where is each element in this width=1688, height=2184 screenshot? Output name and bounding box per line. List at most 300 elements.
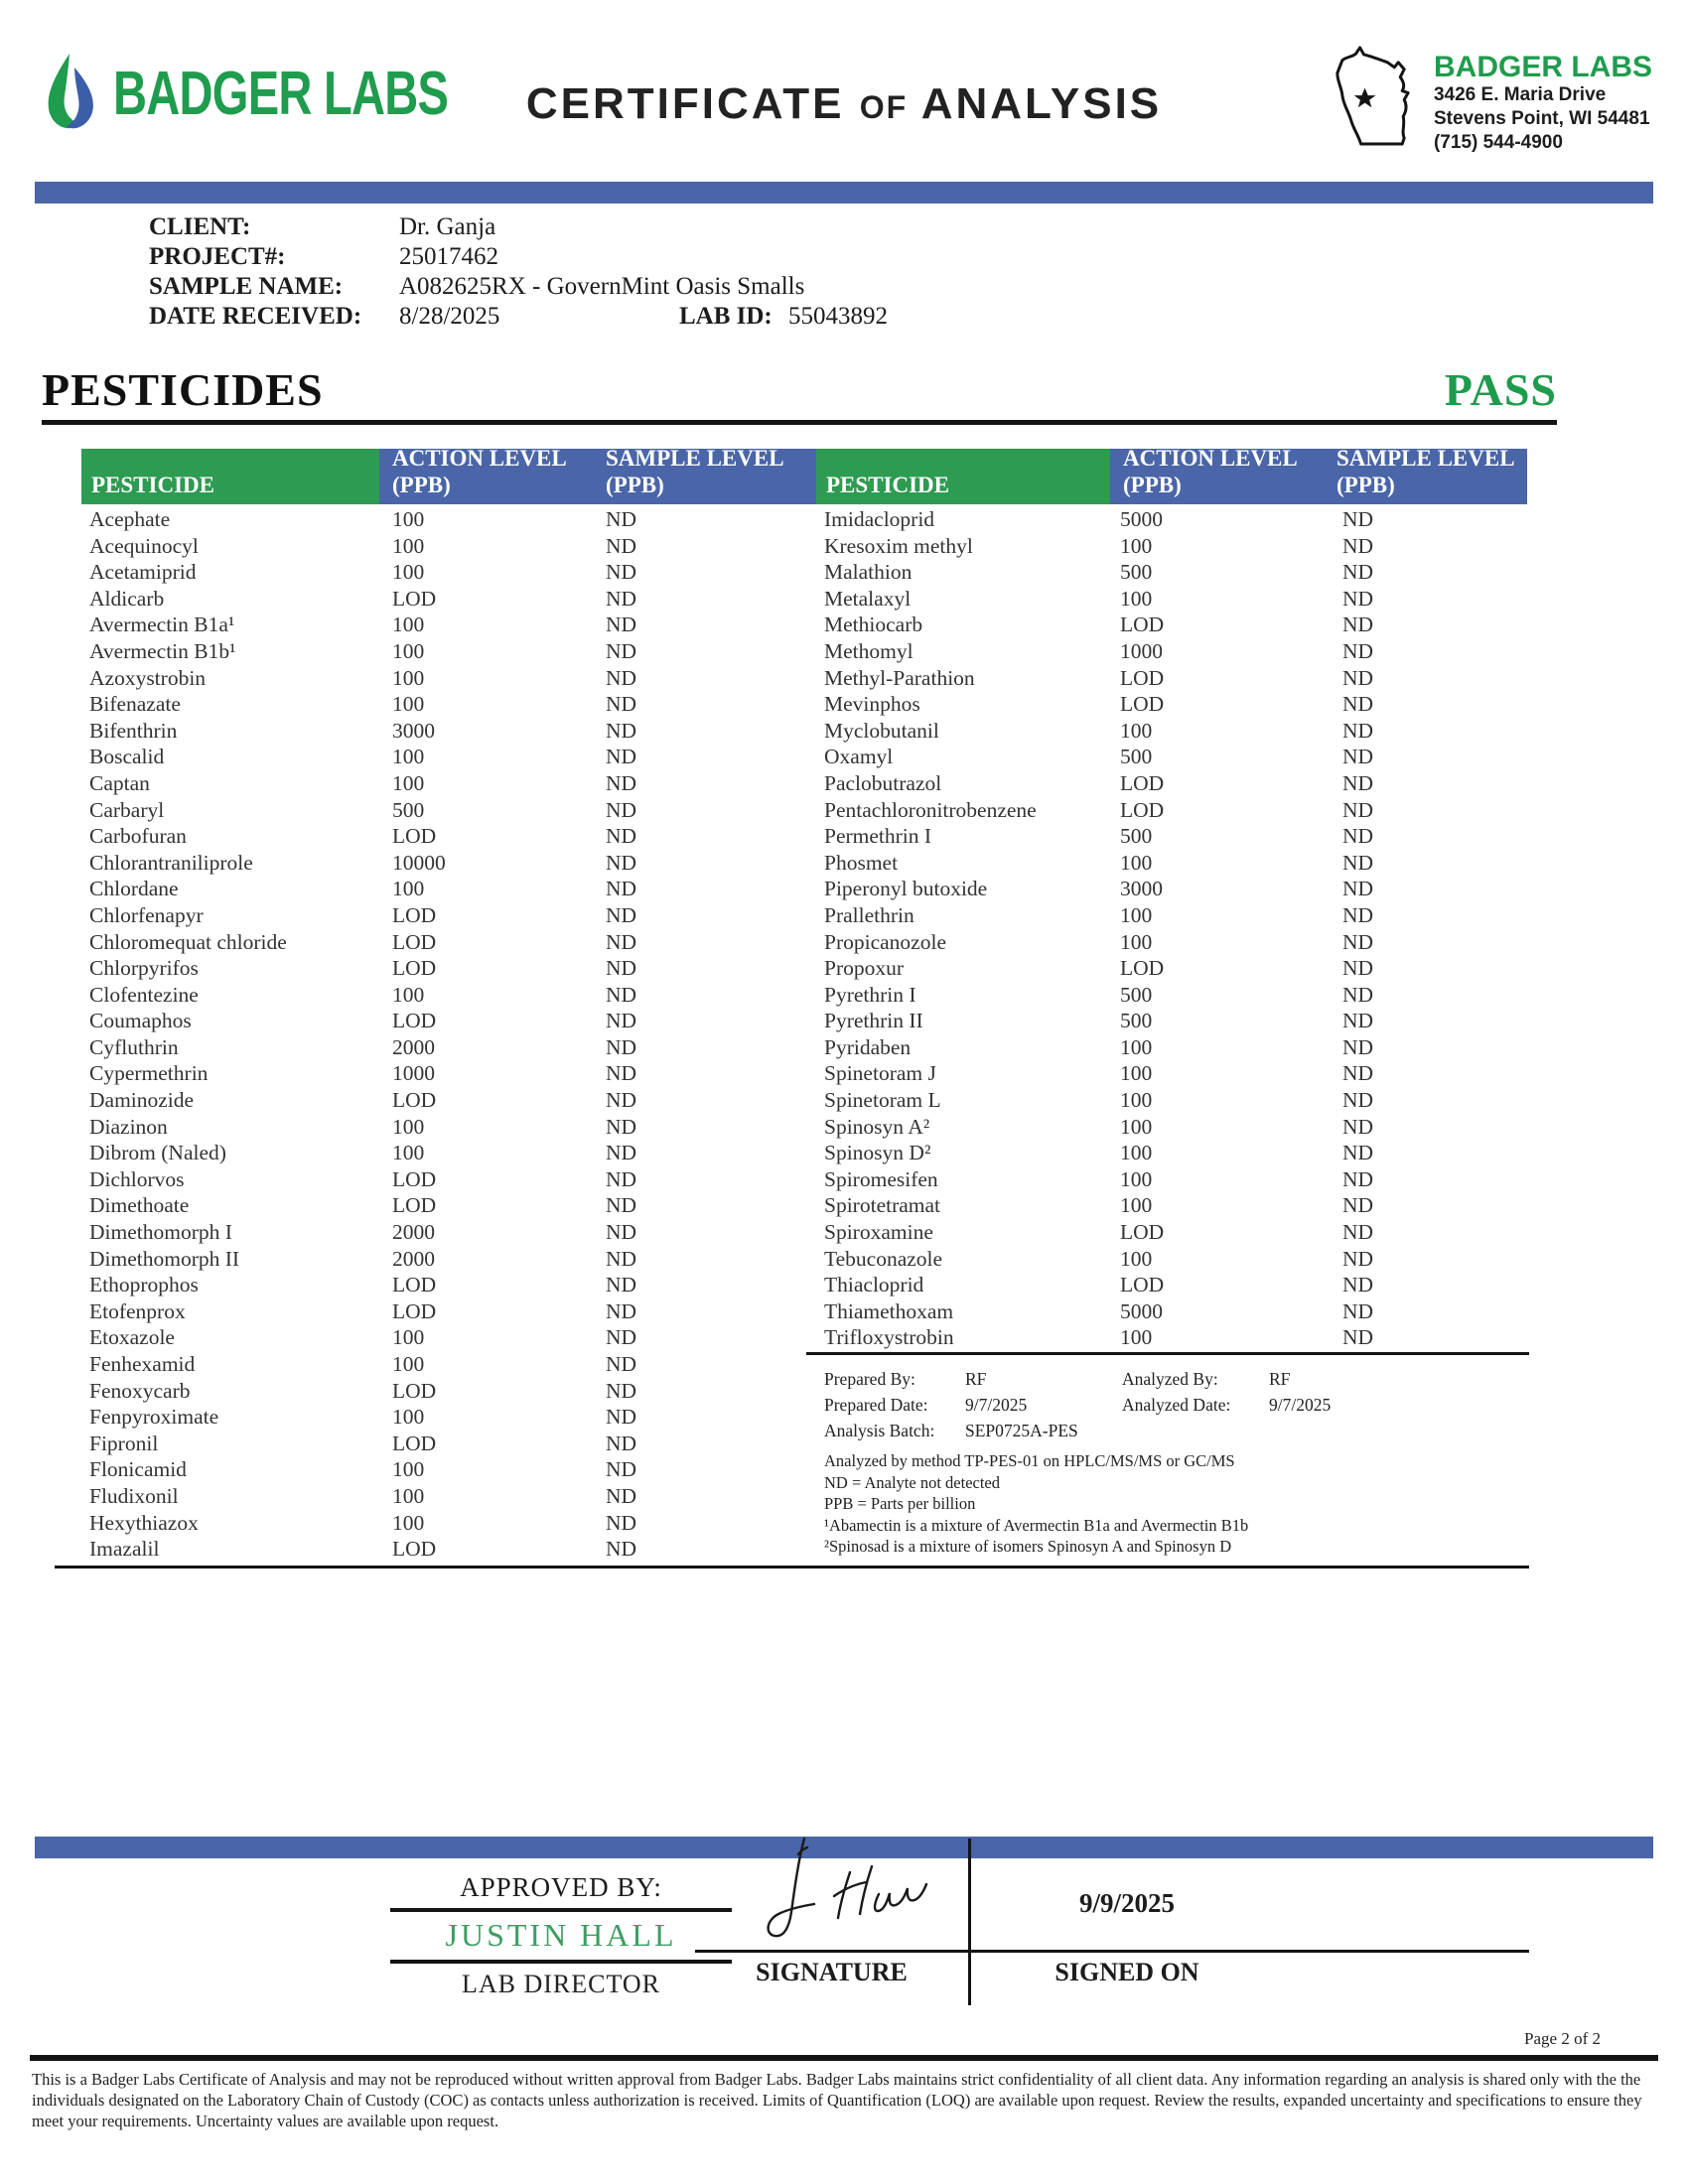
table-cell-sample: ND [606,507,637,531]
table-cell-name: Aldicarb [89,586,165,611]
table-cell-name: Methyl-Parathion [824,665,975,690]
table-cell-name: Hexythiazox [89,1510,199,1535]
prepared-date-row [824,1392,1519,1418]
analysis-batch-value: SEP0725A-PES [965,1421,1078,1440]
table-cell-name: Coumaphos [89,1009,192,1033]
table-cell-sample: ND [606,929,637,954]
table-cell-sample: ND [606,1193,637,1218]
table-cell-sample: ND [1342,665,1374,690]
table-cell-name: Metalaxyl [824,586,912,611]
table-cell-name: Spirotetramat [824,1193,941,1218]
table-cell-action: 100 [1120,1141,1153,1165]
table-cell-sample: ND [606,718,637,743]
table-row [81,955,816,982]
table-cell-sample: ND [606,665,637,690]
table-cell-action: 3000 [392,718,435,743]
lab-address-line1: 3426 E. Maria Drive [1433,84,1607,105]
client-row [149,212,888,242]
approval-block [390,1872,732,1999]
table-cell-name: Bifenthrin [89,718,178,743]
table-cell-name: Myclobutanil [824,718,939,743]
table-cell-name: Daminozide [89,1088,195,1113]
table-cell-name: Cyfluthrin [89,1034,179,1059]
table-cell-name: Avermectin B1b¹ [89,638,236,663]
table-cell-name: Carbaryl [89,797,165,822]
client-info-block [149,212,888,332]
header-sample-level [1336,445,1515,498]
table-row [816,1166,1527,1193]
table-cell-action: 100 [1120,850,1153,875]
table-cell-action: 100 [392,877,425,901]
table-cell-name: Mevinphos [824,692,920,717]
table-cell-name: Spinosyn A² [824,1114,930,1139]
table-row [816,559,1527,586]
table-row [816,955,1527,982]
table-cell-sample: ND [1342,1298,1374,1323]
table-row [816,1324,1527,1351]
table-cell-action: 100 [392,507,425,531]
table-cell-name: Chlorfenapyr [89,902,204,927]
lab-address-line2: Stevens Point, WI 54481 [1433,108,1650,129]
sample-name-value: A082625RX - GovernMint Oasis Smalls [399,273,805,300]
table-cell-sample: ND [1342,1141,1374,1165]
table-cell-action: LOD [392,1166,437,1191]
table-cell-action: LOD [392,1431,437,1455]
table-cell-name: Carbofuran [89,824,187,849]
title-certificate: CERTIFICATE [525,79,845,128]
table-cell-name: Spinetoram L [824,1088,941,1113]
table-row [81,823,816,850]
header-label: PESTICIDE [91,473,214,497]
table-cell-sample: ND [606,956,637,981]
signature-label: SIGNATURE [756,1958,908,1986]
table-cell-action: 5000 [1120,1298,1163,1323]
table-cell-sample: ND [1342,586,1374,611]
table-row [81,1166,816,1193]
table-cell-sample: ND [606,877,637,901]
sample-name-label: SAMPLE NAME: [149,273,344,300]
table-cell-action: 100 [392,1352,425,1376]
table-cell-name: Thiamethoxam [824,1298,954,1323]
table-cell-name: Diazinon [89,1114,168,1139]
table-row [81,1060,816,1087]
table-cell-sample: ND [606,638,637,663]
table-row [816,638,1527,665]
table-row [816,691,1527,718]
approver-title: LAB DIRECTOR [461,1970,661,1998]
sample-level-label: SAMPLE LEVEL [606,446,784,471]
table-cell-name: Dibrom (Naled) [89,1141,226,1165]
table-cell-name: Spiroxamine [824,1220,933,1245]
table-cell-sample: ND [606,902,637,927]
table-row [81,982,816,1009]
table-cell-action: 500 [1120,745,1153,769]
table-row [81,1114,816,1141]
table-cell-action: LOD [392,1088,437,1113]
table-cell-sample: ND [606,982,637,1007]
table-cell-name: Pyridaben [824,1034,912,1059]
section-header [42,363,1557,425]
table-cell-action: 2000 [392,1034,435,1059]
table-cell-action: 100 [392,560,425,585]
project-value: 25017462 [399,243,498,270]
table-cell-sample: ND [606,1141,637,1165]
table-cell-name: Clofentezine [89,982,199,1007]
table-row [816,1140,1527,1166]
table-cell-sample: ND [1342,560,1374,585]
table-cell-sample: ND [606,1431,637,1455]
table-cell-sample: ND [606,1273,637,1297]
leaf-drop-icon [40,52,103,131]
table-row [816,1008,1527,1034]
table-cell-sample: ND [606,1166,637,1191]
table-cell-name: Dimethomorph I [89,1220,232,1245]
title-analysis: ANALYSIS [920,79,1163,128]
table-cell-action: 100 [392,692,425,717]
table-cell-sample: ND [606,824,637,849]
table-cell-action: 100 [1120,1246,1153,1271]
table-cell-sample: ND [1342,770,1374,795]
table-cell-action: LOD [392,956,437,981]
table-cell-name: Captan [89,770,150,795]
table-cell-name: Acephate [89,507,171,531]
method-note: Analyzed by method TP-PES-01 on HPLC/MS/MS or GC/MS [824,1451,1235,1470]
lab-phone: (715) 544-4900 [1433,132,1563,153]
table-cell-sample: ND [1342,877,1374,901]
table-cell-sample: ND [606,1325,637,1350]
page-number: Page 2 of 2 [1524,2029,1601,2048]
table-cell-sample: ND [606,1510,637,1535]
table-cell-sample: ND [606,1352,637,1376]
table-cell-sample: ND [606,613,637,637]
table-cell-action: LOD [392,1009,437,1033]
table-cell-name: Etofenprox [89,1298,186,1323]
table-cell-sample: ND [1342,1193,1374,1218]
table-cell-name: Boscalid [89,745,165,769]
date-received-value: 8/28/2025 [399,303,500,330]
table-row [81,797,816,824]
table-cell-sample: ND [1342,1246,1374,1271]
table-cell-sample: ND [606,1034,637,1059]
table-cell-sample: ND [1342,902,1374,927]
table-cell-action: 100 [392,665,425,690]
table-cell-name: Chlorpyrifos [89,956,199,981]
table-cell-sample: ND [606,1220,637,1245]
table-row [816,1034,1527,1061]
table-cell-name: Bifenazate [89,692,181,717]
table-cell-action: 100 [392,1457,425,1482]
analyzed-date-value: 9/7/2025 [1269,1395,1332,1415]
wisconsin-map-icon [1321,44,1424,147]
table-row [816,850,1527,877]
table-cell-sample: ND [1342,1088,1374,1113]
table-cell-action: 100 [392,533,425,558]
table-cell-name: Malathion [824,560,913,585]
table-cell-sample: ND [1342,718,1374,743]
table-cell-action: 1000 [1120,638,1163,663]
table-cell-sample: ND [1342,1325,1374,1350]
table-cell-action: 100 [1120,586,1153,611]
table-row [816,586,1527,613]
table-row [81,1456,816,1483]
table-cell-name: Chlordane [89,877,179,901]
table-row [816,1298,1527,1325]
table-cell-action: 100 [1120,1034,1153,1059]
table-cell-name: Spiromesifen [824,1166,938,1191]
table-cell-sample: ND [606,745,637,769]
table-row [816,506,1527,533]
table-cell-action: 100 [392,1141,425,1165]
table-cell-sample: ND [1342,507,1374,531]
table-cell-sample: ND [606,1246,637,1271]
table-cell-sample: ND [1342,850,1374,875]
table-cell-sample: ND [1342,692,1374,717]
table-header-pesticide-left [81,449,379,504]
table-cell-sample: ND [1342,797,1374,822]
table-cell-name: Propicanozole [824,929,946,954]
table-cell-action: 100 [392,745,425,769]
table-cell-sample: ND [606,560,637,585]
lab-id-label: LAB ID: [679,303,773,330]
table-header-levels-left [379,446,816,504]
table-cell-action: LOD [392,1273,437,1297]
table-row [816,744,1527,770]
table-cell-sample: ND [606,533,637,558]
table-row [816,718,1527,745]
ppb-unit-label: (PPB) [392,473,451,497]
table-cell-action: 500 [1120,560,1153,585]
table-cell-name: Cypermethrin [89,1061,209,1086]
client-value: Dr. Ganja [399,213,496,240]
table-row [81,1510,816,1537]
table-cell-action: LOD [392,1537,437,1562]
table-cell-name: Methiocarb [824,613,923,637]
table-cell-sample: ND [1342,1061,1374,1086]
header-label: PESTICIDE [826,473,949,497]
table-cell-sample: ND [1342,824,1374,849]
table-cell-name: Pyrethrin II [824,1009,923,1033]
logo-wordmark: BADGER LABS [113,59,449,128]
nd-definition: ND = Analyte not detected [824,1472,1001,1492]
table-row [816,1219,1527,1246]
table-row [81,533,816,560]
sample-name-row [149,272,888,302]
document-title [526,79,1162,129]
table-cell-action: LOD [392,1298,437,1323]
table-row [81,586,816,613]
table-cell-name: Imazalil [89,1537,160,1562]
table-cell-sample: ND [1342,1273,1374,1297]
table-bottom-rule [55,1566,1529,1569]
table-cell-sample: ND [606,1298,637,1323]
table-row [81,744,816,770]
lab-address-block [1321,44,1652,155]
table-cell-name: Flonicamid [89,1457,187,1482]
table-row [81,691,816,718]
table-row [81,559,816,586]
table-cell-name: Dimethoate [89,1193,190,1218]
table-cell-name: Methomyl [824,638,914,663]
table-cell-name: Ethoprophos [89,1273,199,1297]
table-cell-sample: ND [606,1378,637,1403]
table-cell-name: Fenhexamid [89,1352,196,1376]
table-cell-sample: ND [1342,533,1374,558]
table-row [81,1219,816,1246]
analyzed-date-label: Analyzed Date: [1122,1395,1231,1415]
table-cell-name: Etoxazole [89,1325,175,1350]
table-cell-action: 100 [392,1114,425,1139]
table-row [81,1536,816,1563]
header-action-level [1123,445,1298,498]
table-cell-name: Chloromequat chloride [89,929,287,954]
table-cell-sample: ND [606,797,637,822]
table-cell-action: LOD [392,1378,437,1403]
table-cell-action: LOD [1120,956,1165,981]
table-cell-action: LOD [1120,1220,1165,1245]
table-cell-action: 100 [1120,902,1153,927]
table-cell-action: 100 [392,982,425,1007]
table-row [81,1087,816,1114]
table-cell-action: 100 [1120,1325,1153,1350]
table-cell-action: 100 [392,1483,425,1508]
table-cell-action: 2000 [392,1220,435,1245]
table-row [81,1431,816,1457]
table-cell-action: 100 [392,613,425,637]
table-cell-action: 100 [1120,929,1153,954]
date-received-row [149,302,888,332]
project-row [149,242,888,272]
disclaimer-text: This is a Badger Labs Certificate of Analysis and may not be reproduced without written approval from Badger Labs. Badger Labs maintains strict confidentiality of all client data. Any information regarding an analysis is shared only with the the individuals designated on the Laboratory Chain of Custody (COC) as contacts unless authorization is received. Limits of Quantification (LOQ) are available upon request. Review the results, expanded uncertainty and specifications to ensure they meet your requirements. Uncertainty values are available upon request. [32,2070,1642,2130]
table-row [816,797,1527,824]
table-cell-name: Fipronil [89,1431,159,1455]
table-row [81,1008,816,1034]
right-column-bottom-rule [806,1352,1529,1355]
table-cell-name: Tebuconazole [824,1246,943,1271]
signature-handwriting [747,1833,975,1952]
table-cell-name: Pyrethrin I [824,982,916,1007]
table-cell-sample: ND [1342,956,1374,981]
analyzed-by-label: Analyzed By: [1122,1369,1218,1389]
table-cell-name: Avermectin B1a¹ [89,613,235,637]
table-row [81,1351,816,1378]
table-cell-action: 500 [392,797,425,822]
table-row [816,929,1527,956]
project-label: PROJECT#: [149,243,286,270]
table-cell-sample: ND [606,692,637,717]
table-row [81,612,816,638]
table-cell-sample: ND [1342,638,1374,663]
table-cell-name: Acequinocyl [89,533,199,558]
ppb-unit-label: (PPB) [1123,473,1182,497]
table-cell-name: Thiacloprid [824,1273,924,1297]
ppb-unit-label: (PPB) [1336,473,1395,497]
table-cell-action: LOD [392,1193,437,1218]
table-cell-action: LOD [1120,770,1165,795]
table-row [816,533,1527,560]
ppb-unit-label: (PPB) [606,473,664,497]
table-row [816,1087,1527,1114]
table-cell-action: 100 [1120,1166,1153,1191]
method-notes [824,1450,1519,1558]
table-cell-sample: ND [606,1114,637,1139]
table-cell-action: 100 [1120,1193,1153,1218]
prepared-by-row [824,1366,1519,1392]
table-row [81,1404,816,1431]
table-cell-name: Spinosyn D² [824,1141,931,1165]
prepared-by-value: RF [965,1369,987,1389]
table-cell-action: 100 [392,770,425,795]
table-cell-sample: ND [1342,1009,1374,1033]
analyzed-by-value: RF [1269,1369,1291,1389]
table-cell-action: LOD [1120,1273,1165,1297]
table-cell-action: 100 [1120,533,1153,558]
abamectin-footnote: ¹Abamectin is a mixture of Avermectin B1a and Avermectin B1b [824,1515,1249,1535]
table-row [816,1192,1527,1219]
table-row [81,902,816,929]
table-cell-sample: ND [606,586,637,611]
table-cell-sample: ND [606,1537,637,1562]
title-of: OF [859,89,909,125]
lab-name: BADGER LABS [1433,51,1652,83]
action-level-label: ACTION LEVEL [1123,446,1298,471]
header-divider-bar [35,182,1653,204]
table-cell-name: Phosmet [824,850,899,875]
table-cell-action: 100 [392,1405,425,1430]
date-received-label: DATE RECEIVED: [149,303,362,330]
table-row [816,1114,1527,1141]
table-cell-sample: ND [606,770,637,795]
client-label: CLIENT: [149,213,251,240]
table-row [81,876,816,902]
table-cell-sample: ND [1342,1220,1374,1245]
table-row [81,1034,816,1061]
table-cell-name: Chlorantraniliprole [89,850,253,875]
signature-divider [968,1839,971,2005]
table-row [81,1272,816,1298]
signed-on-label: SIGNED ON [1055,1958,1199,1986]
table-cell-sample: ND [606,1088,637,1113]
table-cell-name: Dimethomorph II [89,1246,240,1271]
pass-status-badge: PASS [1444,364,1557,415]
table-cell-action: 5000 [1120,507,1163,531]
table-cell-action: LOD [1120,665,1165,690]
table-row [816,665,1527,692]
table-cell-action: 10000 [392,850,446,875]
prepared-by-label: Prepared By: [824,1369,915,1389]
table-cell-action: LOD [392,824,437,849]
sample-level-label: SAMPLE LEVEL [1336,446,1515,471]
table-cell-action: 100 [1120,1114,1153,1139]
table-cell-sample: ND [1342,745,1374,769]
table-cell-sample: ND [1342,613,1374,637]
badger-labs-logo [40,52,554,131]
spinosad-footnote: ²Spinosad is a mixture of isomers Spinosyn A and Spinosyn D [824,1537,1232,1556]
table-row [81,1192,816,1219]
table-cell-name: Fludixonil [89,1483,179,1508]
table-cell-name: Spinetoram J [824,1061,936,1086]
table-header-levels-right [1110,446,1527,504]
table-cell-name: Azoxystrobin [89,665,207,690]
table-row [816,876,1527,902]
table-cell-action: 100 [1120,1088,1153,1113]
table-cell-name: Piperonyl butoxide [824,877,988,901]
footer-rule [30,2055,1658,2061]
table-row [81,1483,816,1510]
table-cell-action: 2000 [392,1246,435,1271]
table-cell-name: Paclobutrazol [824,770,942,795]
pesticide-table-right [816,506,1527,1351]
table-cell-sample: ND [606,1405,637,1430]
